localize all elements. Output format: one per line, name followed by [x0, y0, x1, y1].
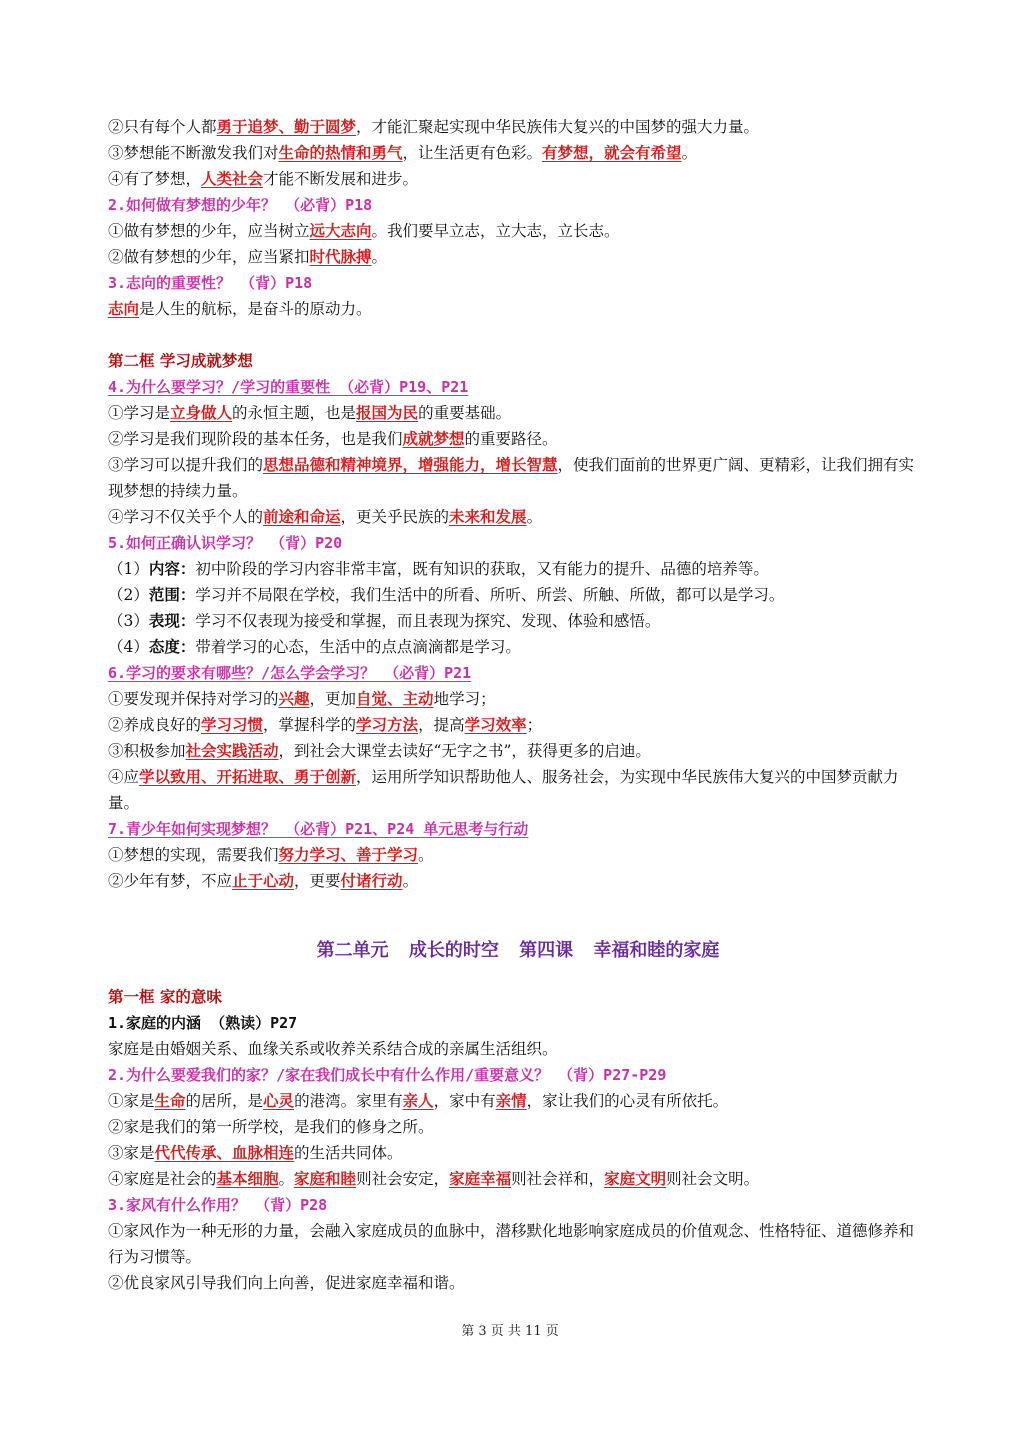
term-label: 内容：	[148, 559, 196, 578]
text-segment: ①家风作为一种无形的力量，会融入家庭成员的血脉中，潜移默化地影响家庭成员的价值观念、性格特征、道德修养和行为习惯等。	[108, 1222, 915, 1266]
text-segment: 则社会文明。	[666, 1170, 760, 1188]
text-segment: 的港湾。家里有	[294, 1092, 403, 1110]
text-segment: 是人生的航标，是奋斗的原动力。	[139, 300, 372, 318]
text-segment: 。	[526, 508, 543, 526]
text-line	[108, 114, 928, 140]
key-term: 止于心动	[232, 871, 295, 890]
key-term: 社会实践活动	[185, 741, 279, 760]
text-segment: 第二框 学习成就梦想	[108, 351, 253, 370]
key-term: 家庭幸福	[449, 1169, 512, 1188]
text-segment: ，更加	[309, 690, 357, 708]
question-heading	[108, 270, 928, 296]
text-segment: ，更要	[294, 872, 341, 890]
text-segment: ③积极参加	[108, 742, 186, 760]
text-segment: 3.家风有什么作用？ （背）P28	[108, 1196, 328, 1214]
text-segment: ④有了梦想，	[108, 170, 202, 188]
key-term: 家庭文明	[604, 1169, 667, 1188]
term-label: 态度：	[148, 637, 196, 656]
text-line	[108, 218, 928, 244]
key-term: 立身做人	[170, 403, 233, 422]
question-heading	[108, 1192, 928, 1218]
page-footer: 第 3 页 共 11 页	[461, 1324, 559, 1339]
text-segment: 学习不仅表现为接受和掌握，而且表现为探究、发现、体验和感悟。	[195, 612, 661, 630]
question-heading	[108, 1010, 928, 1036]
text-line	[108, 1140, 928, 1166]
key-term: 生命	[154, 1091, 186, 1110]
text-segment: ②做有梦想的少年，应当紧扣	[108, 248, 310, 266]
text-segment: ，家让我们的心灵有所依托。	[526, 1092, 729, 1110]
text-line	[108, 426, 928, 452]
key-term: 未来和发展	[449, 507, 527, 526]
text-segment: 地学习；	[433, 690, 496, 708]
page-content	[108, 114, 928, 1296]
key-term: 报国为民	[356, 403, 419, 422]
text-line	[108, 868, 928, 894]
key-term: 学以致用、开拓进取、勇于创新	[139, 767, 357, 786]
text-segment: ①要发现并保持对学习的	[108, 690, 279, 708]
key-term: 学习效率	[464, 715, 527, 734]
key-term: 生命的热情和勇气	[278, 143, 403, 162]
text-segment: ，到社会大课堂去读好“无字之书”，获得更多的启迪。	[278, 742, 651, 760]
text-segment: 的生活共同体。	[294, 1144, 403, 1162]
key-term: 有梦想，就会有希望	[542, 143, 682, 162]
text-segment: 1.家庭的内涵 （熟读）P27	[108, 1014, 298, 1032]
text-segment: 则社会安定，	[356, 1170, 450, 1188]
question-heading	[108, 660, 928, 686]
text-line	[108, 140, 928, 166]
text-segment: ②学习是我们现阶段的基本任务，也是我们	[108, 430, 403, 448]
question-heading	[108, 374, 928, 400]
text-segment: 第一框 家的意味	[108, 987, 222, 1006]
text-line	[108, 686, 928, 712]
key-term: 付诸行动	[340, 871, 403, 890]
text-line	[108, 1036, 928, 1062]
text-line	[108, 1166, 928, 1192]
text-segment: 。	[402, 872, 419, 890]
key-term: 心灵	[263, 1091, 295, 1110]
text-segment: 带着学习的心态，生活中的点点滴滴都是学习。	[195, 638, 521, 656]
key-term: 自觉、主动	[356, 689, 434, 708]
text-segment: 2.为什么要爱我们的家？/家在我们成长中有什么作用/重要意义？ （背）P27-P29	[108, 1066, 667, 1084]
key-term: 亲情	[495, 1091, 527, 1110]
key-term: 努力学习、善于学习	[278, 845, 419, 864]
text-segment: ；	[526, 716, 543, 734]
unit-title	[108, 938, 928, 964]
text-segment: （4）	[108, 638, 149, 656]
heading-note: （必背）P19、P21	[339, 378, 469, 396]
text-segment: ②只有每个人都	[108, 118, 217, 136]
section-heading	[108, 348, 928, 374]
key-term: 志向	[108, 299, 140, 318]
text-segment: ③梦想能不断激发我们对	[108, 144, 279, 162]
text-segment: ②养成良好的	[108, 716, 202, 734]
text-segment: 。我们要早立志，立大志，立长志。	[371, 222, 620, 240]
text-segment: ①学习是	[108, 404, 171, 422]
text-segment: 初中阶段的学习内容非常丰富，既有知识的获取，又有能力的提升、品德的培养等。	[195, 560, 769, 578]
text-line	[108, 1088, 928, 1114]
text-segment: 家庭是由婚姻关系、血缘关系或收养关系结合成的亲属生活组织。	[108, 1040, 558, 1058]
key-term: 时代脉搏	[309, 247, 372, 266]
text-line	[108, 400, 928, 426]
text-segment: ②家是我们的第一所学校，是我们的修身之所。	[108, 1118, 434, 1136]
heading-note: （必背）P21、P24 单元思考与行动	[285, 820, 529, 838]
text-segment: 5.如何正确认识学习？ （背）P20	[108, 534, 343, 552]
key-term: 前途和命运	[263, 507, 341, 526]
text-segment: ，提高	[418, 716, 465, 734]
text-line	[108, 608, 928, 634]
text-line	[108, 712, 928, 738]
key-term: 成就梦想	[402, 429, 465, 448]
text-segment: 的永恒主题，也是	[232, 404, 357, 422]
text-segment: （2）	[108, 586, 149, 604]
key-term: 人类社会	[201, 169, 264, 188]
text-segment: 。	[278, 1170, 295, 1188]
text-line	[108, 634, 928, 660]
text-segment: ③家是	[108, 1144, 155, 1162]
text-segment: 的居所，是	[185, 1092, 264, 1110]
text-segment: ，更关乎民族的	[340, 508, 450, 526]
text-line	[108, 1270, 928, 1296]
text-line	[108, 296, 928, 322]
text-segment: ，家中有	[433, 1092, 496, 1110]
text-segment: 学习并不局限在学校，我们生活中的所看、所听、所尝、所触、所做，都可以是学习。	[195, 586, 785, 604]
text-line	[108, 452, 928, 504]
text-segment: 。	[418, 846, 434, 864]
key-term: 远大志向	[309, 221, 372, 240]
text-segment: （3）	[108, 612, 149, 630]
text-segment: （1）	[108, 560, 149, 578]
text-line	[108, 1114, 928, 1140]
key-term: 亲人	[402, 1091, 434, 1110]
text-line	[108, 244, 928, 270]
text-segment: ④家庭是社会的	[108, 1170, 217, 1188]
text-line	[108, 504, 928, 530]
text-segment: 的重要基础。	[418, 404, 512, 422]
text-segment: 才能不断发展和进步。	[263, 170, 419, 188]
text-segment: 的重要路径。	[464, 430, 558, 448]
text-line	[108, 738, 928, 764]
text-segment: ②少年有梦，不应	[108, 872, 233, 890]
text-segment: 则社会祥和，	[511, 1170, 605, 1188]
key-term: 学习方法	[356, 715, 419, 734]
text-segment: ④应	[108, 768, 140, 786]
text-segment: 6.学习的要求有哪些？/怎么学会学习？ （必背）P21	[108, 664, 472, 682]
text-line	[108, 1218, 928, 1270]
term-label: 范围：	[148, 585, 196, 604]
spacer	[108, 322, 928, 348]
text-segment: ②优良家风引导我们向上向善，促进家庭幸福和谐。	[108, 1274, 465, 1292]
text-segment: ，让生活更有色彩。	[402, 144, 543, 162]
question-heading	[108, 816, 928, 842]
text-line	[108, 166, 928, 192]
text-line	[108, 764, 928, 816]
text-segment: ③学习可以提升我们的	[108, 456, 264, 474]
text-segment: 第二单元 成长的时空 第四课 幸福和睦的家庭	[316, 940, 720, 961]
section-heading	[108, 984, 928, 1010]
text-line	[108, 842, 928, 868]
text-segment: ①家是	[108, 1092, 155, 1110]
text-segment: ①梦想的实现，需要我们	[108, 846, 279, 864]
text-segment: 4.为什么要学习？/学习的重要性	[108, 378, 340, 396]
key-term: 代代传承、血脉相连	[154, 1143, 295, 1162]
key-term: 兴趣	[278, 689, 310, 708]
text-segment: 。	[681, 144, 698, 162]
question-heading	[108, 530, 928, 556]
text-segment: ，才能汇聚起实现中华民族伟大复兴的中国梦的强大力量。	[356, 118, 760, 136]
question-heading	[108, 1062, 928, 1088]
text-segment: ，使我们面前的世界更广阔、更精彩，让我们拥有实现梦想的持续力量。	[108, 456, 915, 500]
key-term: 思想品德和精神境界，增强能力，增长智慧	[263, 455, 558, 474]
text-segment: ，运用所学知识帮助他人、服务社会，为实现中华民族伟大复兴的中国梦贡献力量。	[108, 768, 899, 812]
key-term: 基本细胞	[216, 1169, 279, 1188]
text-segment: 3.志向的重要性？ （背）P18	[108, 274, 313, 292]
text-segment: ④学习不仅关乎个人的	[108, 508, 264, 526]
text-segment: 2.如何做有梦想的少年？ （必背）P18	[108, 196, 373, 214]
text-line	[108, 556, 928, 582]
question-heading	[108, 192, 928, 218]
text-line	[108, 582, 928, 608]
text-segment: 。	[371, 248, 388, 266]
text-segment: ，掌握科学的	[263, 716, 357, 734]
text-segment: 7.青少年如何实现梦想？	[108, 820, 286, 838]
key-term: 勇于追梦、勤于圆梦	[216, 117, 357, 136]
key-term: 家庭和睦	[294, 1169, 357, 1188]
text-segment: ①做有梦想的少年，应当树立	[108, 222, 310, 240]
term-label: 表现：	[148, 611, 196, 630]
key-term: 学习习惯	[201, 715, 264, 734]
